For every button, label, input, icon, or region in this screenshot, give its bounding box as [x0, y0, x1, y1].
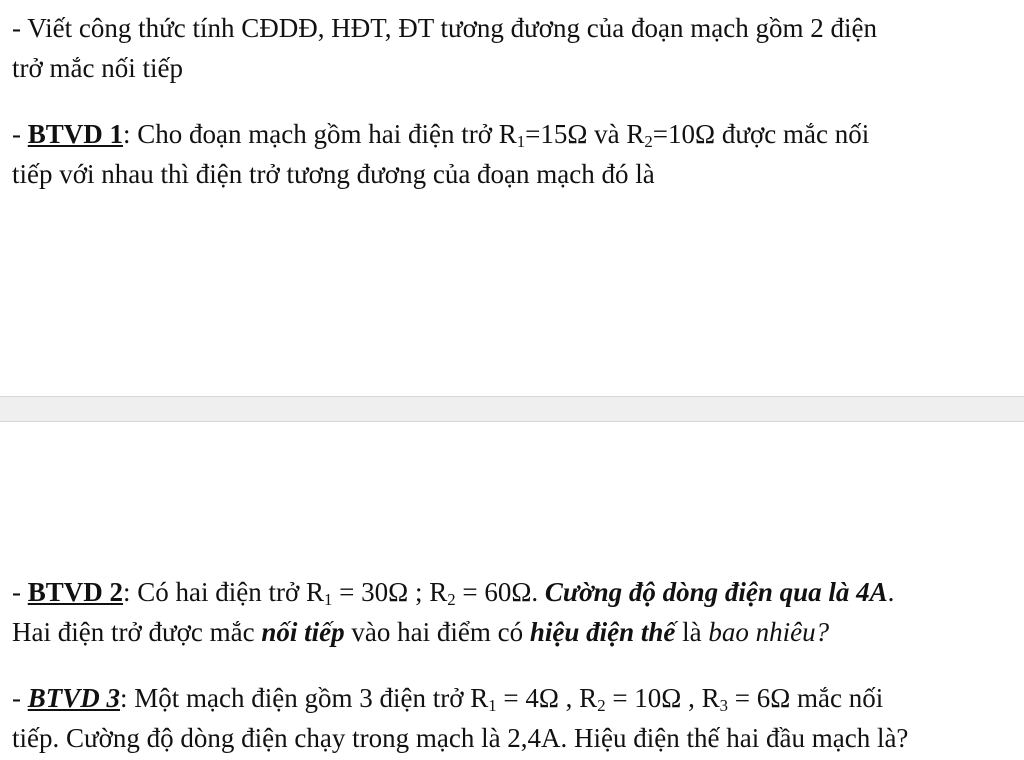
document-page-bottom: [0, 422, 1024, 760]
btvd3-paragraph: [12, 678, 1012, 758]
btvd2-current-emphasis: Cường độ dòng điện qua là 4A: [544, 577, 888, 607]
btvd2-text-d: Hai điện trở được mắc: [12, 617, 262, 647]
btvd2-sub-1: 1: [324, 590, 333, 610]
btvd2-question: bao nhiêu?: [708, 617, 830, 647]
btvd2-text-b: = 30Ω ; R: [332, 577, 448, 607]
btvd1-label: BTVD 1: [27, 119, 124, 149]
page-break-divider: [0, 396, 1024, 422]
btvd2-series-emphasis: nối tiếp: [261, 617, 345, 647]
btvd3-line-2: tiếp. Cường độ dòng điện chạy trong mạch là 2,4A. Hiệu điện thế hai đầu mạch là?: [12, 723, 909, 753]
btvd2-text-f: là: [675, 617, 709, 647]
btvd1-line-2: tiếp với nhau thì điện trở tương đương của đoạn mạch đó là: [12, 159, 655, 189]
btvd3-text-d: = 6Ω mắc nối: [728, 683, 884, 713]
btvd3-label: BTVD 3: [27, 683, 121, 713]
btvd2-label: BTVD 2: [27, 577, 124, 607]
btvd1-line-1: [12, 114, 1012, 154]
btvd2-line-2: [12, 612, 1012, 652]
btvd1-text-b: =15Ω và R: [525, 119, 645, 149]
btvd2-dash: -: [12, 577, 28, 607]
btvd3-sub-1: 1: [488, 696, 497, 716]
btvd3-text-a: : Một mạch điện gồm 3 điện trở R: [120, 683, 489, 713]
btvd1-text-a: : Cho đoạn mạch gồm hai điện trở R: [123, 119, 517, 149]
btvd3-text-c: = 10Ω , R: [605, 683, 720, 713]
btvd2-text-a: : Có hai điện trở R: [123, 577, 325, 607]
btvd2-line-1: [12, 572, 1012, 612]
btvd1-paragraph: [12, 114, 1012, 194]
btvd1-text-c: =10Ω được mắc nối: [652, 119, 870, 149]
btvd1-dash: -: [12, 119, 28, 149]
btvd2-period: .: [887, 577, 895, 607]
btvd3-text-b: = 4Ω , R: [496, 683, 598, 713]
btvd3-sub-2: 2: [597, 696, 606, 716]
btvd3-sub-3: 3: [719, 696, 728, 716]
intro-line-2: trở mắc nối tiếp: [12, 53, 183, 83]
btvd3-dash: -: [12, 683, 28, 713]
btvd2-sub-2: 2: [447, 590, 456, 610]
btvd2-voltage-emphasis: hiệu điện thế: [529, 617, 676, 647]
btvd1-sub-1: 1: [516, 132, 526, 152]
btvd2-paragraph: [12, 572, 1012, 652]
btvd3-line-1: [12, 678, 1012, 718]
intro-paragraph: [12, 8, 1012, 88]
btvd2-text-c: = 60Ω.: [455, 577, 545, 607]
btvd2-text-e: vào hai điểm có: [344, 617, 530, 647]
btvd1-sub-2: 2: [644, 132, 653, 152]
intro-line-1: - Viết công thức tính CĐDĐ, HĐT, ĐT tương đương của đoạn mạch gồm 2 điện: [12, 13, 877, 43]
